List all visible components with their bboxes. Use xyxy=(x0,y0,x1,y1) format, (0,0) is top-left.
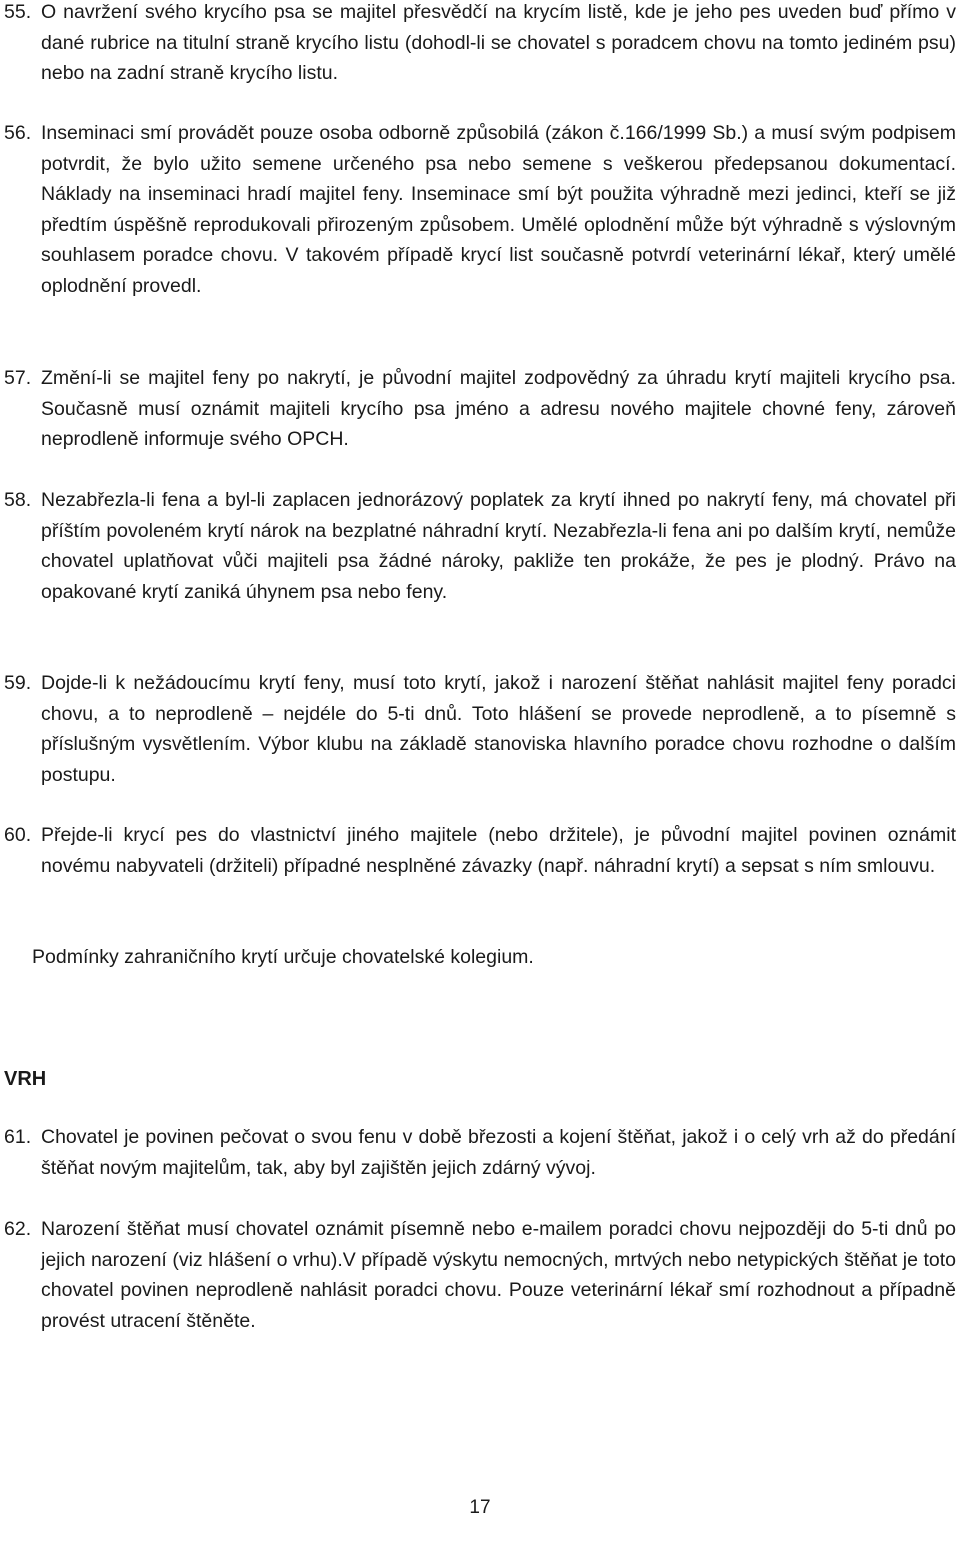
paragraph-number: 57. xyxy=(4,367,32,389)
paragraph-text: Přejde-li krycí pes do vlastnictví jiného majitele (nebo držitele), je původní majitel povinen oznámit novému nabyvateli (držiteli) případné nesplněné závazky (např. náhradní krytí) a sepsat s ním smlouvu. xyxy=(41,824,956,877)
paragraph-text: Změní-li se majitel feny po nakrytí, je původní majitel zodpovědný za úhradu krytí majiteli krycího psa. Současně musí oznámit majiteli krycího psa jméno a adresu nového majitele chovné feny, zároveň neprodleně informuje svého OPCH. xyxy=(41,367,956,450)
paragraph-59 xyxy=(4,668,956,790)
paragraph-number: 56. xyxy=(4,122,32,144)
paragraph-61 xyxy=(4,1122,956,1183)
paragraph-56 xyxy=(4,118,956,301)
paragraph-57 xyxy=(4,363,956,455)
paragraph-number: 58. xyxy=(4,489,32,511)
paragraph-55 xyxy=(4,0,956,89)
paragraph-58 xyxy=(4,485,956,607)
paragraph-text: Chovatel je povinen pečovat o svou fenu v době březosti a kojení štěňat, jakož i o celý vrh až do předání štěňat novým majitelům, tak, aby byl zajištěn jejich zdárný vývoj. xyxy=(41,1126,956,1179)
foreign-mating-note: Podmínky zahraničního krytí určuje chovatelské kolegium. xyxy=(32,946,534,968)
paragraph-number: 61. xyxy=(4,1126,32,1148)
paragraph-number: 60. xyxy=(4,824,32,846)
paragraph-text: Inseminaci smí provádět pouze osoba odborně způsobilá (zákon č.166/1999 Sb.) a musí svým podpisem potvrdit, že bylo užito semene určeného psa nebo semene s veškerou předepsanou dokumentací. Náklady na inseminaci hradí majitel feny. Inseminace smí být použita výhradně mezi jedinci, kteří se již předtím úspěšně reprodukovali přirozeným způsobem. Umělé oplodnění může být výhradně s výslovným souhlasem poradce chovu. V takovém případě krycí list současně potvrdí veterinární lékař, který umělé oplodnění provedl. xyxy=(41,122,956,297)
paragraph-62 xyxy=(4,1214,956,1336)
section-heading: VRH xyxy=(4,1068,47,1090)
paragraph-number: 59. xyxy=(4,672,32,694)
paragraph-text: O navržení svého krycího psa se majitel přesvědčí na krycím listě, kde je jeho pes uveden buď přímo v dané rubrice na titulní straně krycího listu (dohodl-li se chovatel s poradcem chovu na tomto jediném psu) nebo na zadní straně krycího listu. xyxy=(41,1,956,84)
paragraph-text: Dojde-li k nežádoucímu krytí feny, musí toto krytí, jakož i narození štěňat nahlásit majitel feny poradci chovu, a to neprodleně – nejdéle do 5-ti dnů. Toto hlášení se provede neprodleně, a to písemně s příslušným vysvětlením. Výbor klubu na základě stanoviska hlavního poradce chovu rozhodne o dalším postupu. xyxy=(41,672,956,786)
paragraph-number: 62. xyxy=(4,1218,32,1240)
paragraph-text: Narození štěňat musí chovatel oznámit písemně nebo e-mailem poradci chovu nejpozději do 5-ti dnů po jejich narození (viz hlášení o vrhu).V případě výskytu nemocných, mrtvých nebo netypických štěňat je toto chovatel povinen neprodleně nahlásit poradci chovu. Pouze veterinární lékař smí rozhodnout a případně provést utracení štěněte. xyxy=(41,1218,956,1332)
page-number: 17 xyxy=(469,1497,491,1518)
paragraph-60 xyxy=(4,820,956,881)
paragraph-number: 55. xyxy=(4,1,32,23)
paragraph-text: Nezabřezla-li fena a byl-li zaplacen jednorázový poplatek za krytí ihned po nakrytí feny, má chovatel při příštím povoleném krytí nárok na bezplatné náhradní krytí. Nezabřezla-li fena ani po dalším krytí, nemůže chovatel uplatňovat vůči majiteli psa žádné nároky, pakliže ten prokáže, že pes je plodný. Právo na opakované krytí zaniká úhynem psa nebo feny. xyxy=(41,489,956,603)
